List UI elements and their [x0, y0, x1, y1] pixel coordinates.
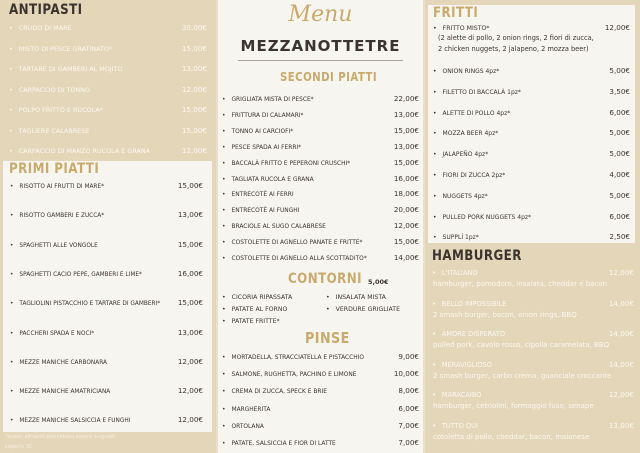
- menu-item: [222, 422, 419, 431]
- middle-column: [216, 0, 425, 453]
- item-description: hamburger, pomodoro, insalata, cheddar e bacon: [433, 280, 608, 288]
- item-price: 12,00€: [604, 23, 630, 32]
- item-price: 15,00€: [177, 239, 203, 249]
- contorno-item: [326, 306, 400, 313]
- item-price: 9,00€: [398, 352, 419, 361]
- menu-item: [222, 159, 419, 168]
- item-name: • INSALATA MISTA: [326, 294, 386, 301]
- item-name: • COSTOLETTE DI AGNELLO ALLA SCOTTADITO*: [222, 256, 367, 263]
- menu-item: [433, 88, 630, 97]
- menu-item: [433, 192, 630, 201]
- menu-item: [10, 387, 203, 396]
- item-price: 14,00€: [393, 253, 419, 262]
- menu-item: [433, 109, 630, 118]
- item-description: 2 smash burger, carbo crema, guanciale croccante: [433, 371, 612, 380]
- contorni-price: 5,00€: [368, 278, 389, 286]
- item-name: • ALETTE DI POLLO 4pz*: [433, 110, 510, 117]
- contorni-heading: CONTORNI: [288, 271, 363, 287]
- menu-item: [10, 211, 203, 220]
- item-name: • CICORIA RIPASSATA: [222, 294, 292, 301]
- item-name: • GRIGLIATA MISTA DI PESCE*: [222, 97, 314, 104]
- item-price: 15,00€: [177, 181, 203, 190]
- item-price: 7,00€: [398, 420, 419, 430]
- item-price: 5,00€: [609, 149, 630, 159]
- item-name: • JALAPEÑO 4pz*: [433, 151, 488, 158]
- item-price: 5,00€: [609, 190, 630, 200]
- hamburger-heading: HAMBURGER: [432, 248, 522, 264]
- item-price: 3,50€: [609, 86, 630, 96]
- menu-item: [222, 387, 419, 396]
- menu-item: [9, 45, 207, 54]
- item-price: 15,00€: [181, 125, 207, 135]
- item-name: • ORTOLANA: [222, 424, 264, 431]
- item-price: 22,00€: [393, 94, 419, 103]
- menu-item: [222, 405, 419, 414]
- item-name: • SUPPLÍ 1pz*: [433, 234, 479, 241]
- item-price: 13,00€: [181, 64, 207, 73]
- item-price: 13,00€: [393, 141, 419, 151]
- menu-item: [222, 222, 419, 231]
- item-name: • TUTTO QUI: [432, 423, 478, 431]
- menu-item: [10, 270, 203, 279]
- item-price: 15,00€: [177, 298, 203, 308]
- item-name: • COSTOLETTE DI AGNELLO PANATE E FRITTE*: [222, 240, 362, 247]
- secondi-heading: SECONDI PIATTI: [280, 70, 378, 84]
- item-name: • BRACIOLE AL SUGO CALABRESE: [222, 224, 326, 231]
- item-name: • RISOTTO AI FRUTTI DI MARE*: [10, 184, 104, 191]
- menu-item: [222, 175, 419, 184]
- menu-item: [222, 111, 419, 120]
- item-name: • TARTARE DI GAMBERI AL MOJITO: [9, 66, 123, 74]
- item-price: 12,00€: [177, 356, 203, 366]
- contorno-item: [222, 318, 280, 325]
- item-name: • PATATE, SALSICCIA E FIOR DI LATTE: [222, 441, 336, 448]
- menu-item: [10, 182, 203, 191]
- item-name: • TONNO AI CARCIOFI*: [222, 129, 293, 136]
- menu-item: [432, 422, 634, 431]
- item-name: • PATATE AL FORNO: [222, 306, 287, 313]
- menu-item: [9, 24, 207, 33]
- menu-item: [433, 150, 630, 159]
- menu-script-title: Menu: [288, 2, 353, 27]
- menu-item: [9, 127, 207, 136]
- item-name: • FRITTO MISTO*: [433, 25, 489, 32]
- note-frozen: *questi alimenti potrebbero essere surgelati: [5, 434, 116, 440]
- menu-item: [432, 330, 634, 339]
- item-name: • CREMA DI ZUCCA, SPECK E BRIE: [222, 389, 327, 396]
- item-price: 30,00€: [181, 23, 207, 32]
- item-price: 15,00€: [181, 43, 207, 53]
- menu-item: [10, 416, 203, 425]
- item-price: 14,00€: [608, 298, 634, 308]
- contorno-item: [326, 294, 386, 301]
- menu-item: [433, 171, 630, 180]
- item-name: • CRUDO DI MARE: [9, 25, 72, 33]
- fritti-panel: [428, 5, 635, 243]
- menu-item: [9, 106, 207, 115]
- menu-item: [222, 143, 419, 152]
- item-name: • L'ITALIANO: [432, 270, 478, 278]
- item-price: 12,00€: [181, 84, 207, 94]
- item-price: 12,00€: [393, 221, 419, 231]
- menu-item: [10, 358, 203, 367]
- menu-item: [222, 206, 419, 215]
- item-price: 16,00€: [393, 173, 419, 183]
- menu-item: [433, 213, 630, 222]
- item-name: • VERDURE GRIGLIATE: [326, 306, 400, 313]
- item-name: • MERAVIGLIOSO: [432, 362, 492, 370]
- item-description: hamburger, cetriolini, formaggio fuso, senape: [433, 402, 594, 410]
- item-description: cotoletta di pollo, cheddar, bacon, maionese: [433, 432, 590, 441]
- item-price: 15,00€: [393, 125, 419, 135]
- title-divider: [238, 60, 403, 61]
- item-name: • TAGLIATA RUCOLA E GRANA: [222, 177, 314, 184]
- item-name: • MEZZE MANICHE CARBONARA: [10, 360, 107, 367]
- menu-item: [432, 361, 634, 370]
- item-price: 14,00€: [608, 359, 634, 369]
- item-price: 13,00€: [177, 327, 203, 337]
- item-name: • ENTRECOTÈ AI FUNGHI: [222, 208, 299, 215]
- menu-item: [222, 370, 419, 379]
- pinse-heading: PINSE: [305, 329, 350, 347]
- item-name: • BELLO IMPOSSIBILE: [432, 301, 506, 309]
- item-price: 16,00€: [177, 268, 203, 278]
- menu-item: [222, 353, 419, 362]
- item-price: 5,00€: [609, 66, 630, 75]
- right-column: [425, 0, 640, 453]
- item-name: • CARPACCIO DI MANZO RUCOLA E GRANA: [9, 148, 150, 156]
- item-price: 20,00€: [393, 205, 419, 215]
- menu-item-fritto-misto: [433, 24, 630, 33]
- menu-item: [432, 391, 634, 400]
- item-price: 2,50€: [609, 232, 630, 242]
- item-name: • MISTO DI PESCE GRATINATO*: [9, 46, 112, 54]
- note-coperto: coperto 3€: [5, 444, 33, 450]
- menu-item: [10, 241, 203, 250]
- item-name: • MEZZE MANICHE SALSICCIA E FUNGHI: [10, 418, 130, 425]
- item-name: • FILETTO DI BACCALÀ 1pz*: [433, 89, 521, 96]
- item-name: • MARGHERITA: [222, 407, 270, 414]
- fritti-heading: FRITTI: [433, 5, 479, 21]
- menu-item: [433, 67, 630, 76]
- item-description: 2 chicken nuggets, 2 jalapeno, 2 mozza beer): [438, 45, 589, 53]
- item-name: • TAGLIOLINI PISTACCHIO E TARTARE DI GAMBERI*: [10, 301, 160, 308]
- item-name: • CARPACCIO DI TONNO: [9, 87, 90, 95]
- item-name: • SPAGHETTI ALLE VONGOLE: [10, 243, 98, 250]
- item-price: 6,00€: [609, 211, 630, 221]
- item-price: 15,00€: [393, 157, 419, 167]
- menu-item: [222, 254, 419, 263]
- item-price: 13,00€: [177, 210, 203, 220]
- menu-item: [222, 127, 419, 136]
- item-price: 12,00€: [177, 415, 203, 425]
- item-price: 12,00€: [181, 146, 207, 155]
- menu-item: [432, 300, 634, 309]
- item-price: 12,00€: [608, 390, 634, 399]
- contorno-item: [222, 306, 287, 313]
- item-price: 12,00€: [608, 268, 634, 277]
- item-name: • ENTRECOTÈ AI FERRI: [222, 192, 294, 199]
- item-price: 5,00€: [609, 128, 630, 138]
- primi-heading: PRIMI PIATTI: [9, 161, 100, 177]
- item-price: 6,00€: [609, 107, 630, 117]
- primi-panel: [3, 161, 212, 432]
- menu-item: [222, 190, 419, 199]
- item-name: • PULLED PORK NUGGETS 4pz*: [433, 214, 531, 221]
- item-name: • BACCALÀ FRITTO E PEPERONI CRUSCHI*: [222, 161, 350, 168]
- item-price: 15,00€: [181, 105, 207, 114]
- menu-item: [433, 129, 630, 138]
- item-name: • POLPO FRITTO E RUCOLA*: [9, 107, 103, 115]
- item-name: • ONION RINGS 4pz*: [433, 68, 499, 75]
- item-description: 2 smash burger, bacon, onion rings, BBQ: [433, 310, 577, 319]
- item-name: • RISOTTO GAMBERI E ZUCCA*: [10, 213, 104, 220]
- item-price: 6,00€: [398, 403, 419, 413]
- item-price: 14,00€: [608, 329, 634, 338]
- item-name: • PATATE FRITTE*: [222, 318, 280, 325]
- antipasti-heading: ANTIPASTI: [9, 2, 83, 18]
- contorno-item: [222, 294, 292, 301]
- menu-item: [9, 147, 207, 156]
- item-name: • MEZZE MANICHE AMATRICIANA: [10, 389, 110, 396]
- item-price: 13,00€: [608, 420, 634, 430]
- restaurant-name: MEZZANOTTETRE: [240, 37, 401, 55]
- item-name: • FRITTURA DI CALAMARI*: [222, 113, 304, 120]
- menu-item: [222, 238, 419, 247]
- item-price: 4,00€: [609, 170, 630, 179]
- menu-item: [433, 233, 630, 242]
- menu-item: [10, 329, 203, 338]
- item-price: 10,00€: [393, 369, 419, 379]
- item-name: • NUGGETS 4pz*: [433, 193, 488, 200]
- menu-item: [222, 439, 419, 448]
- item-description: (2 alette di pollo, 2 onion rings, 2 fiori di zucca,: [438, 34, 594, 42]
- menu-item: [9, 86, 207, 95]
- left-column: [0, 0, 215, 453]
- menu-item: [222, 95, 419, 104]
- item-price: 18,00€: [393, 189, 419, 199]
- item-name: • TAGLIERE CALABRESE: [9, 128, 89, 136]
- item-price: 13,00€: [393, 109, 419, 119]
- item-name: • MARACAIBO: [432, 392, 481, 400]
- item-description: pulled pork, cavolo rosso, cipolla caramelata, BBQ: [433, 341, 610, 349]
- item-name: • AMORE DISPERATO: [432, 331, 505, 339]
- menu-item: [9, 65, 207, 74]
- menu-item: [432, 269, 634, 278]
- item-price: 7,00€: [398, 438, 419, 447]
- item-name: • SALMONE, RUGHETTA, PACHINO E LIMONE: [222, 372, 357, 379]
- menu-item: [10, 299, 203, 308]
- item-name: • PESCE SPADA AI FERRI*: [222, 145, 301, 152]
- item-name: • MORTADELLA, STRACCIATELLA E PISTACCHIO: [222, 355, 364, 362]
- item-name: • MOZZA BEER 4pz*: [433, 130, 498, 137]
- item-price: 15,00€: [393, 237, 419, 247]
- item-name: • PACCHERI SPADA E NOCI*: [10, 331, 94, 338]
- item-price: 12,00€: [177, 386, 203, 396]
- item-name: • SPAGHETTI CACIO PEPE, GAMBERI E LIME*: [10, 272, 142, 279]
- item-name: • FIORI DI ZUCCA 2pz*: [433, 172, 505, 179]
- item-price: 8,00€: [398, 386, 419, 396]
